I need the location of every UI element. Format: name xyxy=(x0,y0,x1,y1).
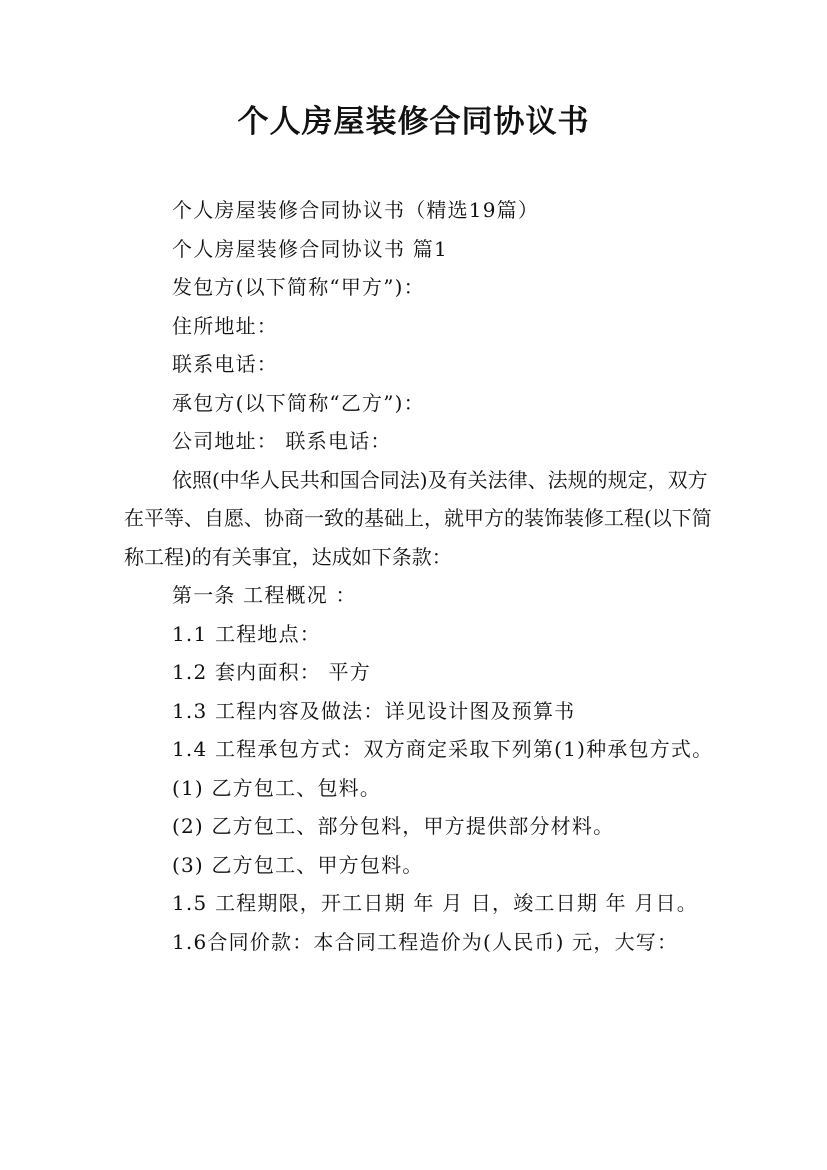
document-body xyxy=(124,191,716,961)
paragraph-clause-1-4: 1.4 工程承包方式：双方商定采取下列第(1)种承包方式。 xyxy=(172,737,714,761)
paragraph-party-a-phone: 联系电话： xyxy=(172,352,278,376)
paragraph-article-heading: 个人房屋装修合同协议书 篇1 xyxy=(172,236,448,261)
paragraph-party-a: 发包方(以下简称“甲方”)： xyxy=(172,275,425,299)
paragraph-option-1: (1) 乙方包工、包料。 xyxy=(172,775,382,800)
paragraph-option-2: (2) 乙方包工、部分包料，甲方提供部分材料。 xyxy=(172,814,615,838)
paragraph-clause-1-6: 1.6合同价款：本合同工程造价为(人民币) 元，大写： xyxy=(172,929,679,954)
paragraph-clause-1-5: 1.5 工程期限，开工日期 年 月 日，竣工日期 年 月日。 xyxy=(172,891,698,915)
paragraph-clause-1-1: 1.1 工程地点： xyxy=(172,621,321,646)
paragraph-clause-1-heading: 第一条 工程概况 ： xyxy=(172,583,357,607)
paragraph-clause-1-3: 1.3 工程内容及做法：详见设计图及预算书 xyxy=(172,698,576,723)
paragraph-option-3: (3) 乙方包工、甲方包料。 xyxy=(172,852,424,877)
document-title: 个人房屋装修合同协议书 xyxy=(237,104,590,140)
paragraph-subtitle: 个人房屋装修合同协议书（精选19篇） xyxy=(172,198,540,222)
paragraph-clause-1-2: 1.2 套内面积： 平方 xyxy=(172,660,371,684)
paragraph-party-a-address: 住所地址： xyxy=(172,313,278,338)
paragraph-party-b: 承包方(以下简称“乙方”)： xyxy=(172,390,425,415)
paragraph-party-b-contact: 公司地址： 联系电话： xyxy=(172,429,392,453)
paragraph-preamble: 依照(中华人民共和国合同法)及有关法律、法规的规定，双方在平等、自愿、协商一致的基础上，就甲方的装饰装修工程(以下简称工程)的有关事宜，达成如下条款： xyxy=(124,467,712,569)
